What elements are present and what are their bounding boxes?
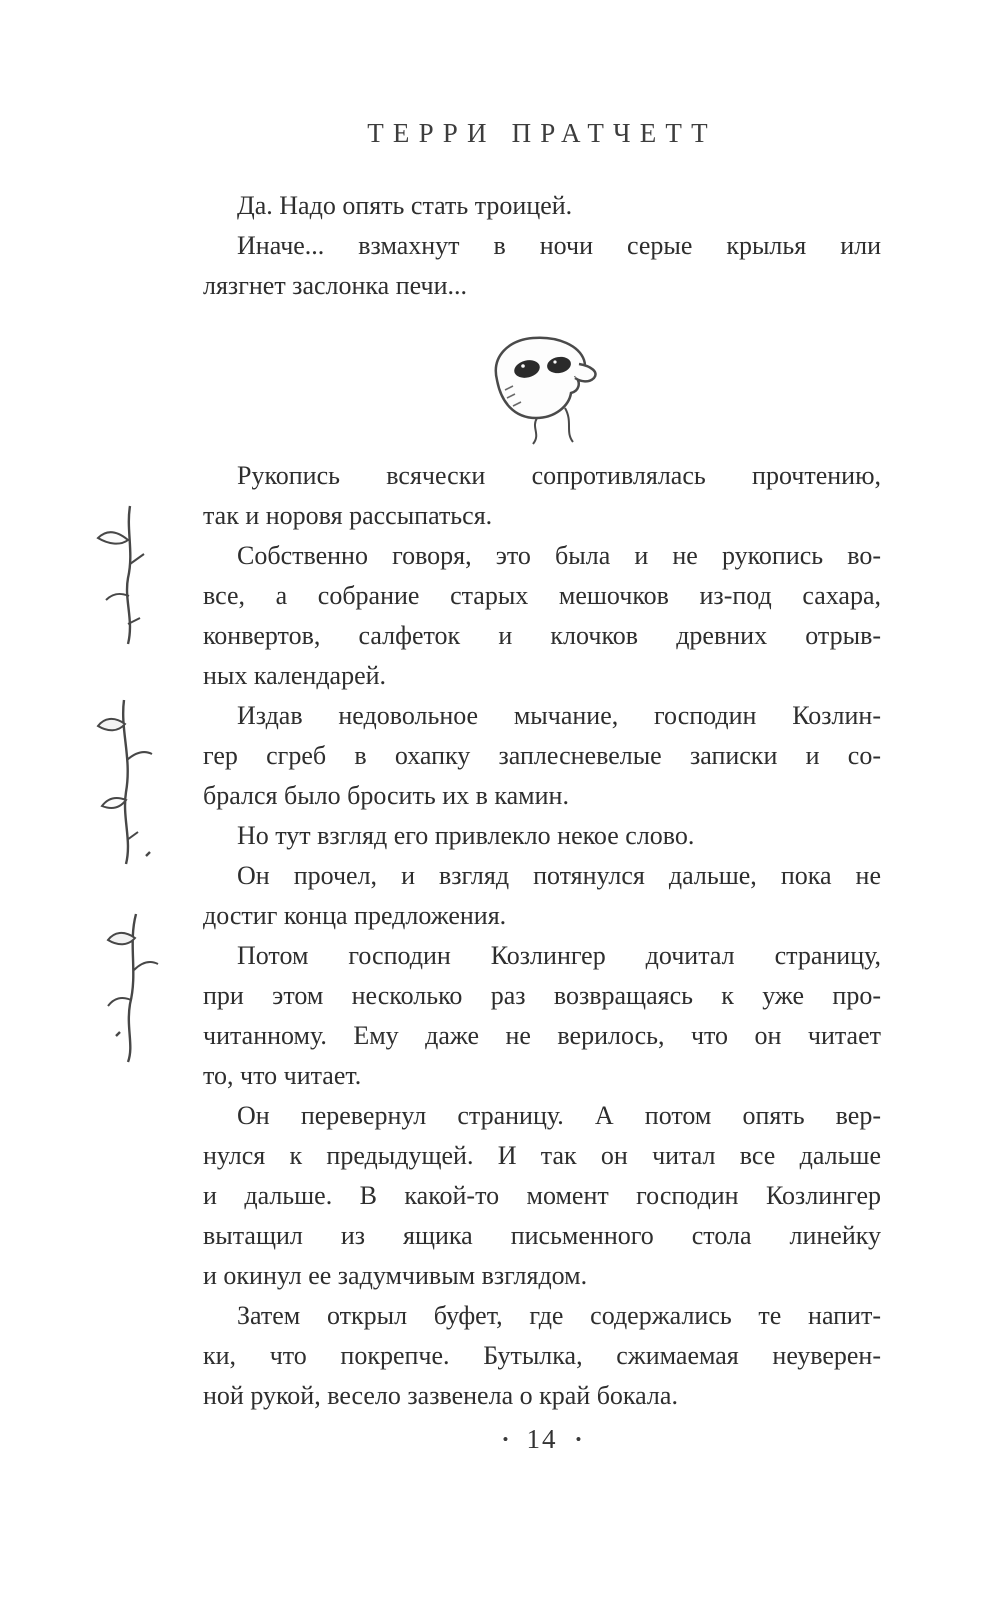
paragraph	[203, 936, 881, 1096]
text-line: конвертов, салфеток и клочков древних отрыв-	[203, 621, 881, 650]
paragraph	[203, 696, 881, 816]
paragraph	[203, 1096, 881, 1296]
text-line: и окинул ее задумчивым взглядом.	[203, 1261, 588, 1290]
running-header: ТЕРРИ ПРАТЧЕТТ	[367, 118, 717, 148]
paragraph	[203, 226, 881, 306]
thorny-twig-icon	[86, 500, 178, 1070]
text-line: Он перевернул страницу. А потом опять вер-	[237, 1101, 881, 1130]
text-line: Рукопись всячески сопротивлялась прочтению,	[237, 461, 881, 490]
page-number-bullet-right: •	[575, 1430, 582, 1449]
text-line: достиг конца предложения.	[203, 901, 507, 930]
section-before-break	[203, 186, 881, 306]
page-number	[203, 1424, 881, 1455]
phantom-mask-icon	[467, 328, 617, 446]
text-line: Затем открыл буфет, где содержались те напит-	[237, 1301, 881, 1330]
branch-illustration	[86, 500, 178, 1070]
paragraph	[203, 816, 881, 856]
text-line: читанному. Ему даже не верилось, что он читает	[203, 1021, 881, 1050]
text-line: Но тут взгляд его привлекло некое слово.	[237, 821, 695, 850]
scene-break	[203, 328, 881, 446]
text-line: гер сгреб в охапку заплесневелые записки и со-	[203, 741, 881, 770]
text-line: все, а собрание старых мешочков из-под сахара,	[203, 581, 881, 610]
text-line: брался было бросить их в камин.	[203, 781, 569, 810]
text-line: вытащил из ящика письменного стола линейку	[203, 1221, 881, 1250]
paragraph	[203, 186, 881, 226]
text-line: Потом господин Козлингер дочитал страницу,	[237, 941, 881, 970]
text-line: Издав недовольное мычание, господин Козлин-	[237, 701, 881, 730]
text-line: Он прочел, и взгляд потянулся дальше, пока не	[237, 861, 881, 890]
text-line: Собственно говоря, это была и не рукопись во-	[237, 541, 881, 570]
paragraph	[203, 456, 881, 536]
text-line: то, что читает.	[203, 1061, 362, 1090]
paragraph	[203, 856, 881, 936]
paragraph	[203, 1296, 881, 1416]
text-line: ных календарей.	[203, 661, 387, 690]
text-line: ки, что покрепче. Бутылка, сжимаемая неуверен-	[203, 1341, 881, 1370]
paragraph	[203, 536, 881, 696]
text-line: ной рукой, весело зазвенела о край бокала.	[203, 1381, 678, 1410]
section-after-break	[203, 456, 881, 1416]
page-number-bullet-left: •	[502, 1430, 509, 1449]
text-line: нулся к предыдущей. И так он читал все дальше	[203, 1141, 881, 1170]
text-line: Иначе... взмахнут в ночи серые крылья или	[237, 231, 881, 260]
text-line: и дальше. В какой-то момент господин Козлингер	[203, 1181, 881, 1210]
text-block	[203, 186, 881, 1416]
text-line: при этом несколько раз возвращаясь к уже про-	[203, 981, 881, 1010]
text-line: лязгнет заслонка печи...	[203, 271, 467, 300]
page-number-value: 14	[526, 1424, 558, 1454]
text-line: так и норовя рассыпаться.	[203, 501, 493, 530]
text-line: Да. Надо опять стать троицей.	[237, 191, 573, 220]
